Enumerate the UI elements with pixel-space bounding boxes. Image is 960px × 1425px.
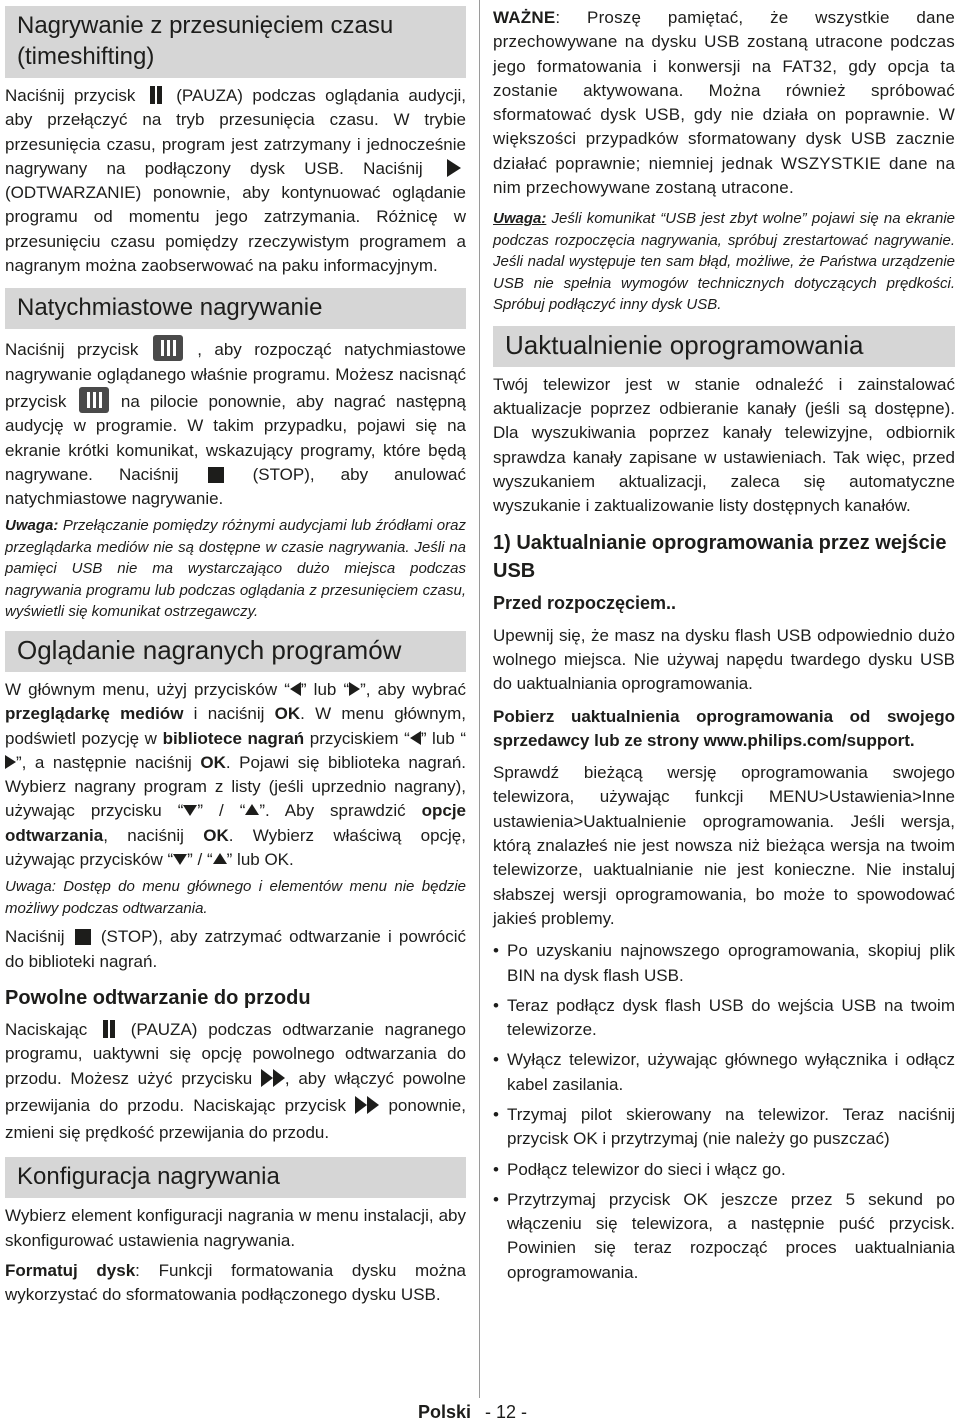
text-span: (STOP), aby zatrzymać odtwarzanie i powrócić do biblioteki nagrań. (5, 927, 466, 971)
note-text: Przełączanie pomiędzy różnymi audycjami lub źródłami oraz przeglądarka mediów nie są dostępne w czasie nagrywania. Jeśli na pamięci USB nie ma wystarczająco dużo miejsca podczas nagrywania programu lub podczas oglądania z przesunięciem czasu, wyświetli się komunikat ostrzegawczy. (5, 517, 466, 621)
text-span: (ODTWARZANIE) ponownie, aby kontynuować oglądanie programu od momentu jego zatrzymania. Różnicę w przesunięciu czasu pomiędzy rzeczywistym programem a nagranym można zaobserwować na paku informacyjnym. (5, 183, 466, 276)
text-span: (PAUZA) podczas oglądania audycji, aby przełączyć na tryb przesunięcia czasu. W trybie przesunięcia czasu, program jest zatrzymany i jednocześnie nagrywany na podłączony dysk USB. Naciśnij (5, 86, 466, 178)
bold-text: bibliotece nagrań (162, 728, 305, 748)
left-arrow-icon (290, 682, 301, 696)
text-span: (STOP), aby anulować natychmiastowe nagrywanie. (5, 464, 466, 509)
format-disk-paragraph (5, 1259, 466, 1308)
column-divider (479, 0, 480, 1398)
text-span: . Wybierz właściwą opcję, używając przycisków “ (5, 825, 466, 870)
down-arrow-icon (173, 854, 187, 865)
text-span: : Proszę pamiętać, że wszystkie dane przechowywane na dysku USB zostaną utracone podczas jego formatowania i konwersji na FAT32, gdy opcja ta zostanie aktywowana. Można również spróbować sformatować dysk USB, gdy nie działa on poprawnie. W większości przypadków sformatowany dysk USB zacznie działać poprawnie; niemniej jednak WSZYSTKIE dane na nim przechowywane zostaną utracone. (493, 8, 955, 198)
footer-language: Polski (418, 1402, 472, 1422)
play-icon (447, 159, 461, 177)
section-title-software-update: Uaktualnienie oprogramowania (493, 326, 955, 367)
right-arrow-icon (5, 755, 16, 769)
right-arrow-icon (349, 682, 360, 696)
text-span: ” / “ (187, 850, 213, 870)
text-span: ” / “ (197, 801, 246, 821)
instant-recording-note (5, 515, 466, 623)
record-button-icon (153, 335, 183, 361)
text-span: W głównym menu, użyj przycisków “ (5, 679, 290, 699)
note-label: Uwaga: (493, 210, 547, 228)
text-span: Naciśnij przycisk (5, 340, 139, 360)
list-item: • Trzymaj pilot skierowany na telewizor. Teraz naciśnij przycisk OK i przytrzymaj (nie należy go puszczać) (493, 1103, 955, 1152)
usb-speed-note (493, 208, 955, 316)
text-span: (PAUZA) podczas odtwarzanie nagranego programu, uaktywni się opcję powolnego odtwarzania do przodu. Możesz użyć przycisku (5, 1019, 466, 1088)
section-title-slow-forward: Powolne odtwarzanie do przodu (5, 986, 311, 1009)
text-span: na pilocie ponownie, aby nagrać następną audycję w programie. W takim przypadku, pojawi się na ekranie krótki komunikat, wskazujący programy, które będą nagrywane. Naciśnij (5, 391, 466, 484)
text-span: ” lub “ (420, 728, 466, 748)
left-column (5, 6, 466, 1310)
page-number: - 12 - (485, 1402, 528, 1422)
section-title-instant-recording: Natychmiastowe nagrywanie (5, 288, 466, 329)
up-arrow-icon (213, 853, 227, 864)
note-label: Uwaga: (5, 517, 59, 535)
slow-forward-paragraph (5, 1018, 466, 1145)
watching-recordings-paragraph (5, 678, 466, 872)
pause-icon (149, 86, 163, 104)
software-update-paragraph: Twój telewizor jest w stanie odnaleźć i zainstalować aktualizacje poprzez odbieranie kanały (jeśli są dostępne). Dla wyszukiwania poprzez kanały telewizyjne, odbiornik sprawdza kanały zapisane w ustawieniach. Tak więc, przed wyszukaniem aktualizacji, zaleca się automatyczne wyszukanie i zaktualizowanie listy dostępnych kanałów. (493, 374, 955, 516)
page-footer (418, 1402, 527, 1423)
bold-text: przeglądarkę mediów (5, 704, 184, 724)
text-span: ” lub “ (300, 679, 350, 699)
download-paragraph: Pobierz uaktualnienia oprogramowania od swojego sprzedawcy lub ze strony www.philips.com/support. (493, 706, 955, 750)
text-span: przyciskiem “ (304, 728, 410, 748)
warning-label: WAŻNE (493, 8, 556, 27)
stop-paragraph (5, 925, 466, 974)
bold-text: OK (203, 825, 229, 845)
text-span: , aby rozpocząć natychmiastowe nagrywanie oglądanego właśnie programu. Możesz nacisnąć przycisk (5, 340, 466, 411)
text-span: : Funkcji formatowania dysku można wykorzystać do sformatowania podłączonego dysku USB. (5, 1261, 466, 1305)
bold-text: opcje odtwarzania (5, 801, 466, 845)
pause-icon (102, 1020, 116, 1038)
text-span: . Pojawi się biblioteka nagrań. Wybierz nagrany program z listy (jeśli uprzednio nagrany), używając przycisku “ (5, 752, 466, 821)
section-title-timeshifting: Nagrywanie z przesunięciem czasu (timeshifting) (5, 6, 466, 78)
list-item: • Wyłącz telewizor, używając głównego wyłącznika i odłącz kabel zasilania. (493, 1048, 955, 1097)
left-arrow-icon (410, 731, 421, 745)
section-title-watching-recordings: Oglądanie nagranych programów (5, 631, 466, 672)
text-span: Naciskając (5, 1019, 88, 1039)
text-span: Naciśnij (5, 927, 65, 947)
bold-text: OK (200, 752, 226, 772)
warning-paragraph (493, 6, 955, 200)
check-version-paragraph: Sprawdź bieżącą wersję oprogramowania swojego telewizora, używając funkcji MENU>Ustawienia>Inne ustawienia>Uaktualnienie oprogramowania. Jeśli wersja, którą znalazłeś nie jest nowsza niż bieżąca wersja na twoim telewizorze, uaktualnianie nie jest konieczne. Nie instaluj słabszej wersji oprogramowania, bo może to spowodować jakieś problemy. (493, 763, 955, 928)
usb-update-subtitle: 1) Uaktualnianie oprogramowania przez wejście USB (493, 531, 947, 582)
right-column (493, 6, 955, 1291)
fast-forward-icon (261, 1069, 285, 1094)
watching-recordings-note: Uwaga: Dostęp do menu głównego i elementów menu nie będzie możliwy podczas odtwarzania. (5, 878, 466, 917)
text-span: Naciśnij przycisk (5, 86, 136, 105)
note-text: Jeśli komunikat “USB jest zbyt wolne” pojawi się na ekranie podczas rozpoczęcia nagrywania, spróbuj zrestartować nagrywanie. Jeśli nadal występuje ten sam błąd, możliwe, że Państwa urządzenie USB nie spełnia wymogów technicznych dotyczących prędkości. Spróbuj podłączyć inny dysk USB. (493, 210, 955, 314)
list-item: • Przytrzymaj przycisk OK jeszcze przez 5 sekund po włączeniu się telewizora, a następnie puść przycisk. Powinien się teraz rozpocząć proces uaktualniania oprogramowania. (493, 1188, 955, 1285)
text-span: ”. Aby sprawdzić (259, 801, 422, 821)
up-arrow-icon (245, 804, 259, 815)
text-span: , aby włączyć powolne przewijania do przodu. Naciskając przycisk (5, 1068, 467, 1115)
free-space-paragraph: Upewnij się, że masz na dysku flash USB odpowiednio dużo wolnego miejsca. Nie używaj napędu twardego dysku USB do uaktualniania oprogramowania. (493, 625, 955, 694)
update-steps-list (493, 939, 955, 1285)
stop-icon (75, 929, 91, 945)
stop-icon (208, 467, 224, 483)
text-span: ponownie, zmieni się prędkość przewijania do przodu. (5, 1095, 466, 1143)
before-start-subtitle: Przed rozpoczęciem.. (493, 592, 677, 613)
record-button-icon (79, 387, 109, 413)
format-disk-label: Formatuj dysk (5, 1261, 136, 1280)
instant-recording-paragraph (5, 335, 466, 511)
timeshifting-paragraph (5, 84, 466, 278)
text-span: . W menu głównym, podświetl pozycję w (5, 704, 467, 748)
text-span: ” lub OK. (226, 850, 294, 870)
text-span: i naciśnij (183, 704, 275, 724)
text-span: , naciśnij (103, 825, 204, 845)
list-item: • Po uzyskaniu najnowszego oprogramowania, skopiuj plik BIN na dysk flash USB. (493, 939, 955, 988)
recording-config-paragraph: Wybierz element konfiguracji nagrania w menu instalacji, aby skonfigurować ustawienia nagrywania. (5, 1206, 466, 1250)
fast-forward-icon (355, 1096, 379, 1121)
text-span: ”, a następnie naciśnij (16, 752, 201, 772)
bold-text: OK (274, 704, 301, 724)
list-item: • Podłącz telewizor do sieci i włącz go. (493, 1158, 955, 1182)
down-arrow-icon (183, 805, 197, 816)
list-item: • Teraz podłącz dysk flash USB do wejścia USB na twoim telewizorze. (493, 994, 955, 1043)
text-span: ”, aby wybrać (360, 679, 466, 699)
section-title-recording-config: Konfiguracja nagrywania (5, 1157, 466, 1198)
